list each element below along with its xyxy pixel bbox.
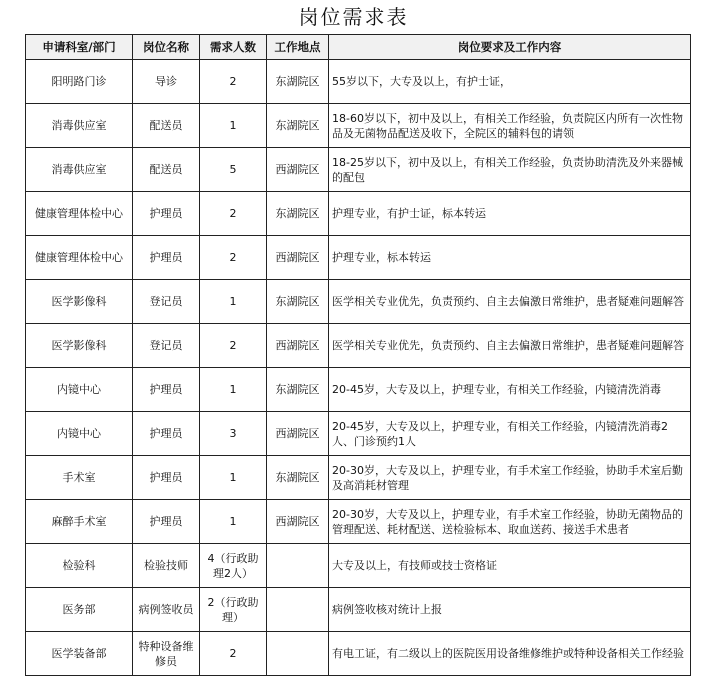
header-requirements: 岗位要求及工作内容 — [329, 35, 691, 60]
cell-requirements: 18-60岁以下，初中及以上，有相关工作经验，负责院区内所有一次性物品及无菌物品配送及收下，全院区的辅料包的请领 — [329, 104, 691, 148]
cell-location: 东湖院区 — [267, 456, 329, 500]
cell-position: 配送员 — [133, 104, 200, 148]
header-position: 岗位名称 — [133, 35, 200, 60]
table-header-row — [26, 35, 691, 60]
cell-position: 登记员 — [133, 280, 200, 324]
cell-count: 1 — [200, 104, 267, 148]
table-row — [26, 104, 691, 148]
cell-count: 2 — [200, 632, 267, 676]
cell-count: 4（行政助理2人） — [200, 544, 267, 588]
table-row — [26, 60, 691, 104]
table-row — [26, 412, 691, 456]
cell-department: 消毒供应室 — [26, 148, 133, 192]
cell-department: 健康管理体检中心 — [26, 192, 133, 236]
cell-position: 护理员 — [133, 368, 200, 412]
cell-requirements: 20-30岁，大专及以上，护理专业，有手术室工作经验，协助手术室后勤及高消耗材管理 — [329, 456, 691, 500]
cell-location: 东湖院区 — [267, 104, 329, 148]
table-row — [26, 632, 691, 676]
cell-location: 东湖院区 — [267, 60, 329, 104]
table-row — [26, 456, 691, 500]
job-requirements-table — [25, 34, 691, 676]
cell-position: 检验技师 — [133, 544, 200, 588]
cell-department: 检验科 — [26, 544, 133, 588]
cell-position: 护理员 — [133, 412, 200, 456]
cell-location: 西湖院区 — [267, 148, 329, 192]
header-count: 需求人数 — [200, 35, 267, 60]
table-row — [26, 148, 691, 192]
cell-requirements: 20-30岁，大专及以上，护理专业，有手术室工作经验，协助无菌物品的管理配送、耗材配送、送检验标本、取血送药、接送手术患者 — [329, 500, 691, 544]
cell-department: 消毒供应室 — [26, 104, 133, 148]
table-row — [26, 368, 691, 412]
cell-department: 手术室 — [26, 456, 133, 500]
cell-location: 西湖院区 — [267, 324, 329, 368]
cell-department: 医学装备部 — [26, 632, 133, 676]
cell-department: 医学影像科 — [26, 280, 133, 324]
cell-count: 1 — [200, 500, 267, 544]
cell-count: 2 — [200, 192, 267, 236]
cell-location: 东湖院区 — [267, 192, 329, 236]
cell-count: 1 — [200, 280, 267, 324]
cell-count: 2 — [200, 236, 267, 280]
cell-location: 东湖院区 — [267, 280, 329, 324]
cell-requirements: 护理专业，标本转运 — [329, 236, 691, 280]
cell-department: 医学影像科 — [26, 324, 133, 368]
cell-position: 病例签收员 — [133, 588, 200, 632]
cell-count: 2 — [200, 324, 267, 368]
header-department: 申请科室/部门 — [26, 35, 133, 60]
cell-location: 东湖院区 — [267, 368, 329, 412]
table-row — [26, 500, 691, 544]
cell-requirements: 病例签收核对统计上报 — [329, 588, 691, 632]
cell-department: 健康管理体检中心 — [26, 236, 133, 280]
cell-count: 2（行政助理） — [200, 588, 267, 632]
cell-department: 内镜中心 — [26, 412, 133, 456]
cell-position: 护理员 — [133, 192, 200, 236]
table-row — [26, 192, 691, 236]
cell-requirements: 大专及以上，有技师或技士资格证 — [329, 544, 691, 588]
cell-count: 1 — [200, 456, 267, 500]
cell-department: 医务部 — [26, 588, 133, 632]
cell-requirements: 有电工证，有二级以上的医院医用设备维修维护或特种设备相关工作经验 — [329, 632, 691, 676]
cell-requirements: 医学相关专业优先，负责预约、自主去偏激日常维护，患者疑难问题解答 — [329, 324, 691, 368]
cell-position: 导诊 — [133, 60, 200, 104]
cell-count: 5 — [200, 148, 267, 192]
cell-position: 护理员 — [133, 456, 200, 500]
cell-location: 西湖院区 — [267, 500, 329, 544]
cell-location — [267, 588, 329, 632]
cell-position: 护理员 — [133, 236, 200, 280]
cell-location: 西湖院区 — [267, 412, 329, 456]
cell-location: 西湖院区 — [267, 236, 329, 280]
table-row — [26, 324, 691, 368]
cell-position: 护理员 — [133, 500, 200, 544]
table-row — [26, 588, 691, 632]
cell-requirements: 20-45岁，大专及以上，护理专业，有相关工作经验，内镜清洗消毒 — [329, 368, 691, 412]
cell-count: 1 — [200, 368, 267, 412]
table-row — [26, 544, 691, 588]
cell-count: 2 — [200, 60, 267, 104]
cell-location — [267, 632, 329, 676]
cell-requirements: 医学相关专业优先，负责预约、自主去偏激日常维护，患者疑难问题解答 — [329, 280, 691, 324]
cell-position: 特种设备维修员 — [133, 632, 200, 676]
cell-department: 内镜中心 — [26, 368, 133, 412]
cell-requirements: 18-25岁以下，初中及以上，有相关工作经验，负责协助清洗及外来器械的配包 — [329, 148, 691, 192]
cell-department: 阳明路门诊 — [26, 60, 133, 104]
page-title: 岗位需求表 — [298, 5, 409, 29]
cell-position: 配送员 — [133, 148, 200, 192]
cell-requirements: 护理专业，有护士证，标本转运 — [329, 192, 691, 236]
cell-count: 3 — [200, 412, 267, 456]
header-location: 工作地点 — [267, 35, 329, 60]
cell-department: 麻醉手术室 — [26, 500, 133, 544]
cell-requirements: 20-45岁，大专及以上，护理专业，有相关工作经验，内镜清洗消毒2人、门诊预约1人 — [329, 412, 691, 456]
table-row — [26, 236, 691, 280]
cell-location — [267, 544, 329, 588]
table-row — [26, 280, 691, 324]
cell-requirements: 55岁以下，大专及以上，有护士证， — [329, 60, 691, 104]
cell-position: 登记员 — [133, 324, 200, 368]
